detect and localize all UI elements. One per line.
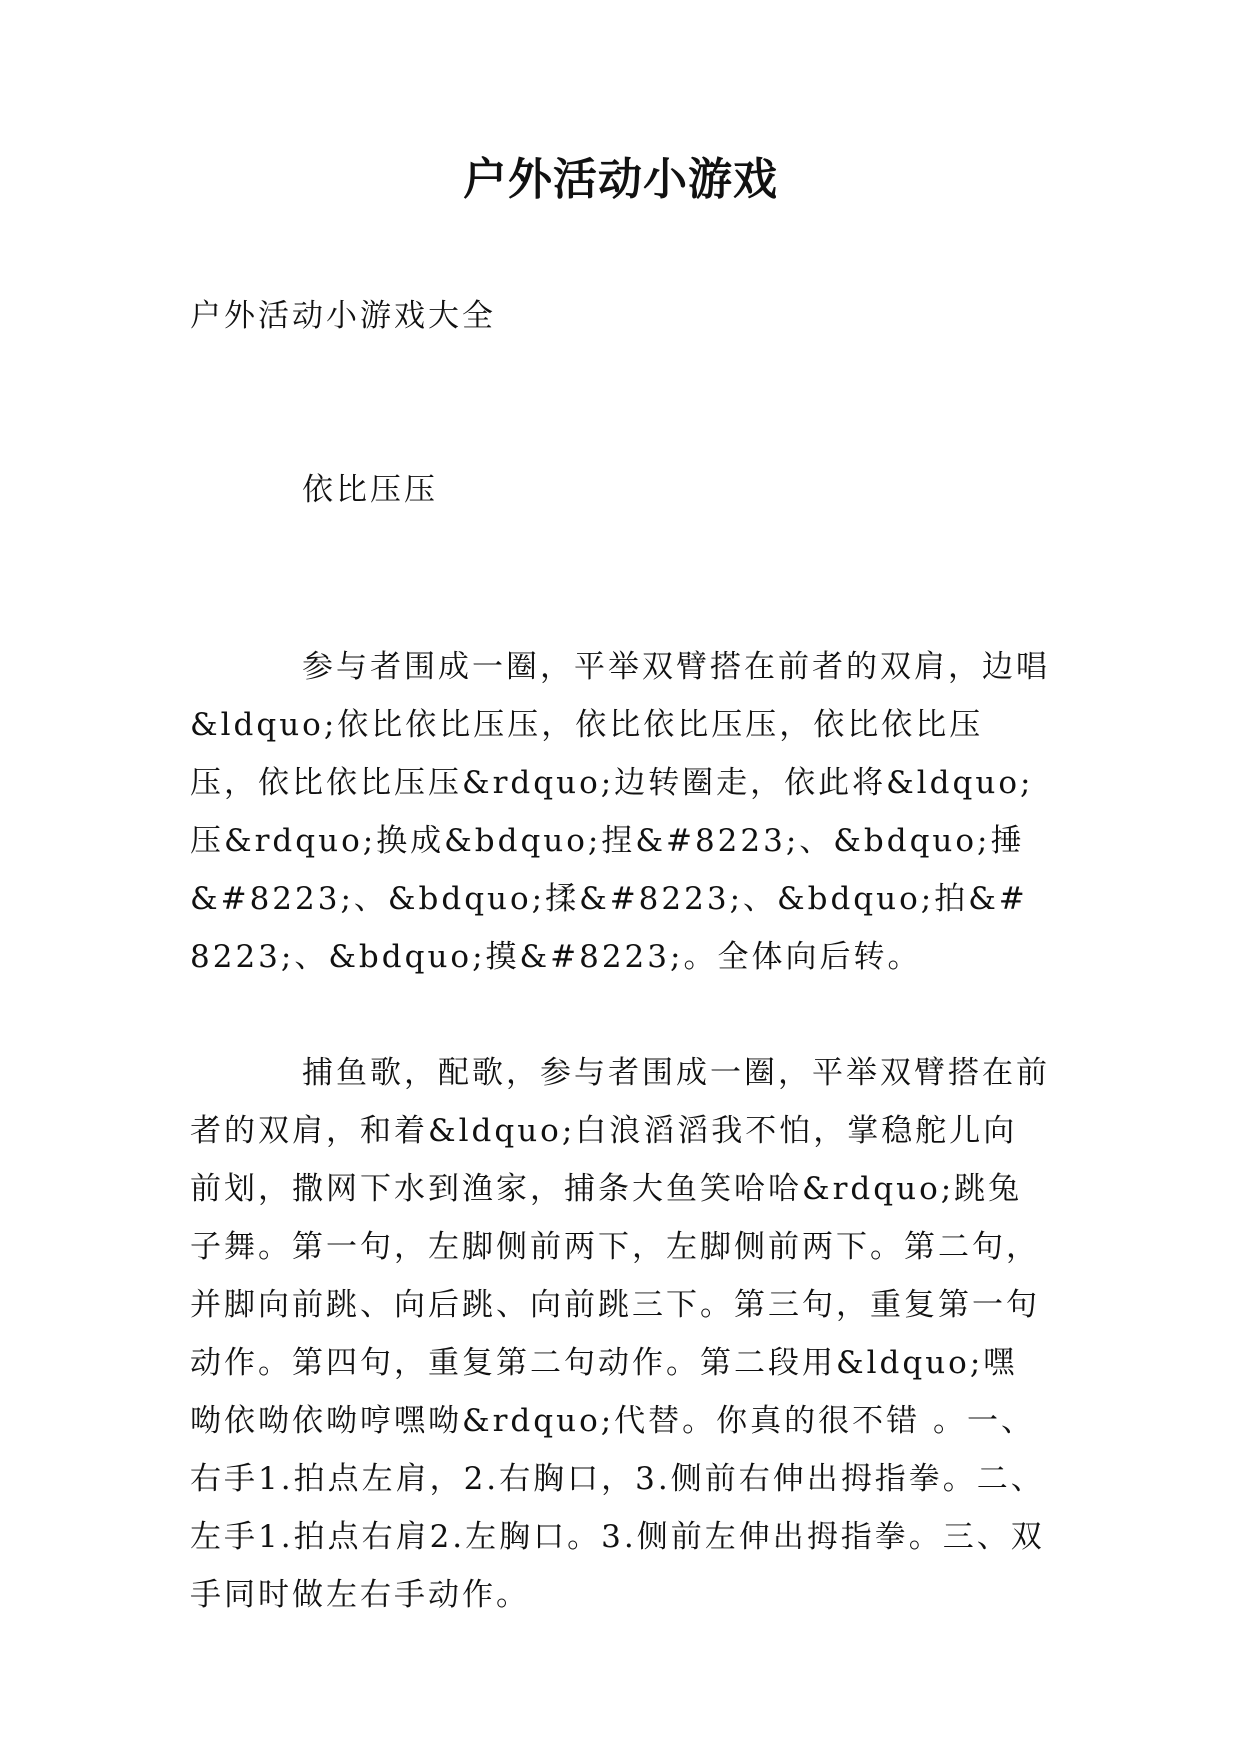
paragraph-game-rules: 参与者围成一圈，平举双臂搭在前者的双肩，边唱&ldquo;依比依比压压，依比依比压压，依比依比压压，依比依比压压&rdquo;边转圈走，依此将&ldquo;压&rdquo;换成&bdquo;捏&#8223;、&bdquo;捶&#8223;、&bdquo;揉&#8223;、&bdquo;拍&#8223;、&bdquo;摸&#8223;。全体向后转。 — [190, 649, 1050, 975]
paragraph-fishing-song: 捕鱼歌，配歌，参与者围成一圈，平举双臂搭在前者的双肩，和着&ldquo;白浪滔滔我不怕，掌稳舵儿向前划，撒网下水到渔家，捕条大鱼笑哈哈&rdquo;跳兔子舞。第一句，左脚侧前两下，左脚侧前两下。第二句，并脚向前跳、向后跳、向前跳三下。第三句，重复第一句动作。第四句，重复第二句动作。第二段用&ldquo;嘿呦依呦依呦哼嘿呦&rdquo;代替。你真的很不错 。一、右手1.拍点左肩，2.右胸口，3.侧前右伸出拇指拳。二、左手1.拍点右肩2.左胸口。3.侧前左伸出拇指拳。三、双手同时做左右手动作。 — [190, 1055, 1050, 1613]
section-heading: 依比压压 — [302, 472, 438, 508]
document-title: 户外活动小游戏 — [463, 154, 778, 205]
document-subtitle: 户外活动小游戏大全 — [190, 298, 496, 334]
